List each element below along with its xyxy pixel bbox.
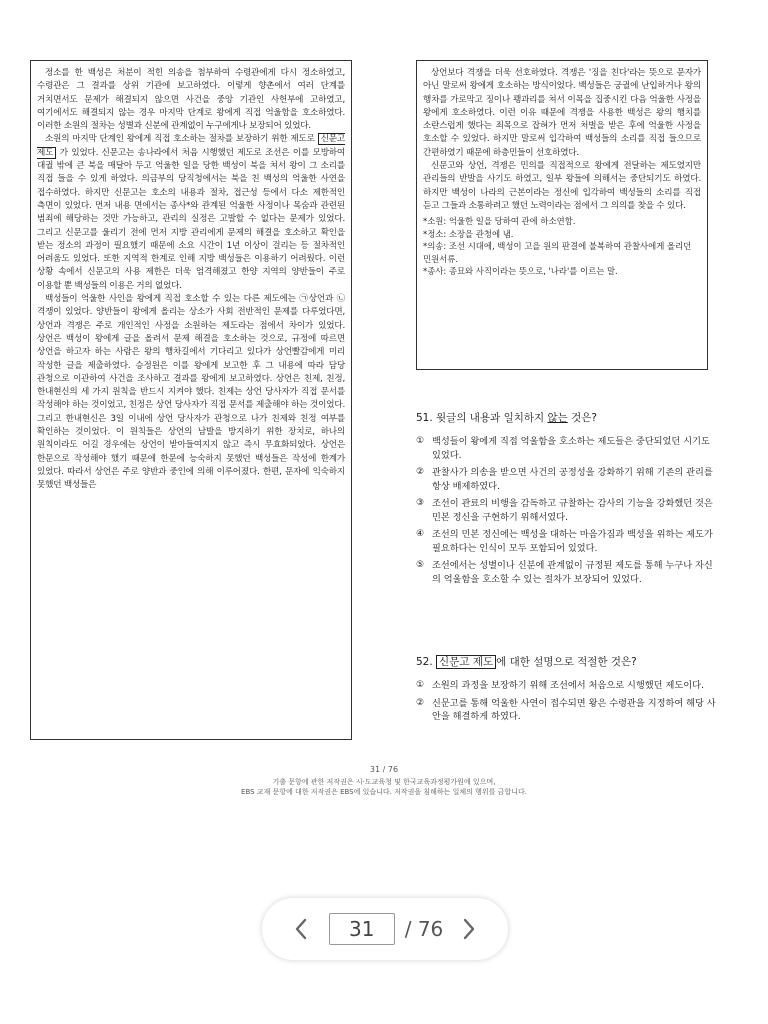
underlined-word: 않는: [547, 412, 568, 424]
question-title: [416, 654, 716, 669]
copyright-notice: EBS 교재 문항에 대한 저작권은 EBS에 있습니다. 저작권을 침해하는 일체의 행위를 금합니다.: [241, 788, 527, 796]
choice-number: ②: [416, 697, 425, 708]
choice-text: 조선의 민본 정신에는 백성을 대하는 마음가짐과 백성을 위하는 제도가 필요하다는 인식이 모두 포함되어 있었다.: [432, 529, 713, 554]
question-51: [416, 410, 716, 590]
choice-text: 소원의 과정을 보장하기 위해 조선에서 처음으로 시행했던 제도이다.: [432, 680, 704, 691]
total-pages: / 76: [404, 917, 444, 941]
page-number-input[interactable]: [329, 913, 395, 945]
passage-text: 가 있었다. 신문고는 송나라에서 처음 시행했던 제도로 조선은 이를 모방하여 대궐 밖에 큰 북을 매달아 두고 억울한 일을 당한 백성이 북을 쳐서 왕이 그 소리를 직접 들을 수 있게 하였다. 의금부의 당직청에서는 북을 친 백성의 억울한 사연을 접수하였다. 하지만 신문고는 호소의 내용과 절차, 접근성 등에서 다소 제한적인 측면이 있었다. 먼저 내용 면에서는 종사*와 관계된 억울한 사정이나 목숨과 관련된 범죄에 해당하는 것만 가능하고, 관리의 실정은 고발할 수 없다는 문제가 있었다. 그리고 신문고를 울리기 전에 먼저 지방 관리에게 문제의 해결을 호소하고 확인을 받는 정소의 과정이 필요했기 때문에 소요 시간이 1년 이상이 걸리는 등 절차적인 어려움도 있었다. 또한 지역적 한계로 인해 지방 백성들은 이용하기 어려웠다. 이런 상황 속에서 신문고의 사용 제한은 더욱 엄격해졌고 한양 지역의 양반들이 주로 이용할 뿐 백성들의 이용은 거의 없었다.: [37, 147, 345, 291]
answer-choice[interactable]: [416, 697, 716, 724]
choice-number: ①: [416, 436, 425, 446]
copyright-notice: 기출 문항에 관한 저작권은 시·도교육청 및 한국교육과정평가원에 있으며,: [272, 778, 496, 786]
answer-choice[interactable]: [416, 528, 716, 555]
passage-paragraph-5: 신문고와 상언, 격쟁은 민의를 직접적으로 왕에게 전달하는 제도였지만 관리들의 반발을 사기도 하였고, 일부 왕들에 의해서는 중단되기도 하였다. 하지만 백성이 나라의 근본이라는 정신에 입각하여 백성들의 소리를 직접 듣고 그들과 소통하려고 했던 노력이라는 점에서 그 의의를 찾을 수 있다.: [423, 161, 701, 211]
question-number: 52.: [416, 656, 433, 668]
question-title: [416, 410, 716, 425]
answer-choice[interactable]: [416, 679, 716, 693]
choice-number: ④: [416, 529, 425, 539]
boxed-term-sinmungo: 신문고 제도: [37, 134, 345, 158]
question-text: 에 대한 설명으로 적절한 것은?: [496, 656, 637, 668]
question-52: [416, 654, 716, 728]
boxed-term-sinmungo: 신문고 제도: [436, 655, 496, 669]
choice-number: ⑤: [416, 560, 425, 570]
answer-choice[interactable]: [416, 559, 716, 586]
passage-paragraph-4: 상언보다 격쟁을 더욱 선호하였다. 격쟁은 '징을 친다'라는 뜻으로 문자가 아닌 말로써 왕에게 호소하는 방식이었다. 백성들은 궁궐에 난입하거나 왕의 행차를 가로막고 징이나 꽹과리를 쳐서 이목을 집중시킨 다음 억울한 사정을 왕에게 호소하였다. 이런 이유 때문에 격쟁을 사용한 백성은 왕의 행치를 소란스럽게 했다는 죄목으로 잡혀가 먼저 처벌을 받은 후에 억울한 사정을 호소할 수 있었다. 하지만 말로써 입각하여 백성들의 소리를 직접 들으므로 간편하였기 때문에 하층민들이 선호하였다.: [423, 68, 701, 158]
choice-text: 조선에서는 성별이나 신분에 관계없이 규정된 제도를 통해 누구나 자신의 억울함을 호소할 수 있는 절차가 보장되어 있었다.: [432, 560, 713, 585]
footnote: *정소: 소장을 관청에 냄.: [423, 228, 514, 239]
page-number-footer: 31 / 76: [369, 765, 399, 774]
choice-text: 조선이 관료의 비행을 감독하고 규찰하는 감사의 기능을 강화했던 것은 민본 정신을 구현하기 위해서였다.: [432, 498, 713, 523]
choice-text: 관찰사가 의송을 받으면 사건의 공정성을 강화하기 위해 기존의 관리를 항상 배제하였다.: [432, 467, 713, 492]
passage-text: 소원의 마지막 단계인 왕에게 직접 호소하는 절차를 보장하기 위한 제도로: [45, 134, 318, 145]
passage-paragraph-1: 정소를 한 백성은 처분이 적힌 의송을 첨부하여 수령관에게 다시 정소하였고, 수령관은 그 결과를 상위 기관에 보고하였다. 이렇게 향촌에서 여러 단계를 거치면서도 문제가 해결되지 않으면 사건을 중앙 기관인 사헌부에 고하였고, 여기에서도 해결되지 않는 경우 마지막 단계로 왕에게 직접 억울함을 호소하였다. 이러한 소원의 절차는 성별과 신분에 관계없이 누구에게나 보장되어 있었다.: [37, 68, 345, 132]
choice-text: 신문고를 통해 억울한 사연이 접수되면 왕은 수령관을 지정하여 해당 사안을 해결하게 하였다.: [432, 697, 716, 722]
answer-choice[interactable]: [416, 435, 716, 462]
footnote: *의송: 조선 시대에, 백성이 고을 원의 판결에 불복하여 관찰사에게 올리던 민원서류.: [423, 241, 692, 264]
passage-left-column: [30, 60, 352, 740]
passage-paragraph-2: [37, 133, 345, 293]
question-text: 것은?: [567, 412, 597, 424]
answer-choice[interactable]: [416, 466, 716, 493]
chevron-left-icon[interactable]: [287, 915, 315, 943]
chevron-right-icon[interactable]: [455, 915, 483, 943]
page-navigator: [262, 898, 508, 960]
question-number: 51.: [416, 412, 433, 424]
choice-text: 백성들이 왕에게 직접 억울함을 호소하는 제도들은 중단되었던 시기도 있었다.: [432, 436, 710, 461]
answer-choice[interactable]: [416, 497, 716, 524]
passage-paragraph-3: 백성들이 억울한 사인을 왕에게 직접 호소할 수 있는 다른 제도에는 ㉠상언과 ㉡격쟁이 있었다. 양반들이 왕에게 올리는 상소가 사회 전반적인 문제를 다루었다면, 상언과 격쟁은 주로 개인적인 사정을 소원하는 제도라는 점에서 차이가 있었다. 상언은 백성이 왕에게 글을 올려서 문제 해결을 호소하는 것으로, 규정에 따르면 상언을 하고자 하는 사람은 왕의 행차길에서 기다리고 있다가 상언빨감에게 미리 작성한 글을 제출하였다. 승정원은 이를 왕에게 보고한 후 그 내용에 따라 담당 관청으로 이관하여 사건을 조사하고 결과를 왕에게 보고하였다. 상언은 친제, 친정, 한내현신의 세 가지 원칙을 반드시 지켜야 했다. 친제는 상언 당사자가 직접 문서를 작성해야 하는 것이었고, 친정은 상언 당사자가 직접 문서를 제출해야 하는 것이었다. 그리고 한내현신은 3일 이내에 상언 당사자가 관청으로 나가 친제와 친정 여부를 확인하는 것이었다. 이 원칙들은 상언의 남발을 방지하기 위한 장치로, 하나의 원칙이라도 어길 경우에는 상언이 받아들여지지 않고 즉시 무효화되었다. 상언은 한문으로 작성해야 했기 때문에 한문에 능숙하지 못했던 백성들은 작성에 한계가 있었다. 따라서 상언은 주로 양반과 중인에 의해 이루어졌다. 한편, 문자에 익숙하지 못했던 백성들은: [37, 294, 345, 491]
footnotes: [423, 215, 701, 278]
footnote: *종사: 종묘와 사직이라는 뜻으로, '나라'를 이르는 말.: [423, 266, 618, 277]
choice-number: ①: [416, 680, 425, 690]
passage-right-column: [416, 60, 708, 370]
question-text: 윗글의 내용과 일치하지: [432, 412, 548, 424]
choice-number: ③: [416, 498, 425, 508]
choice-number: ②: [416, 467, 425, 477]
footnote: *소원: 억울한 일을 당하여 관에 하소연함.: [423, 216, 576, 227]
